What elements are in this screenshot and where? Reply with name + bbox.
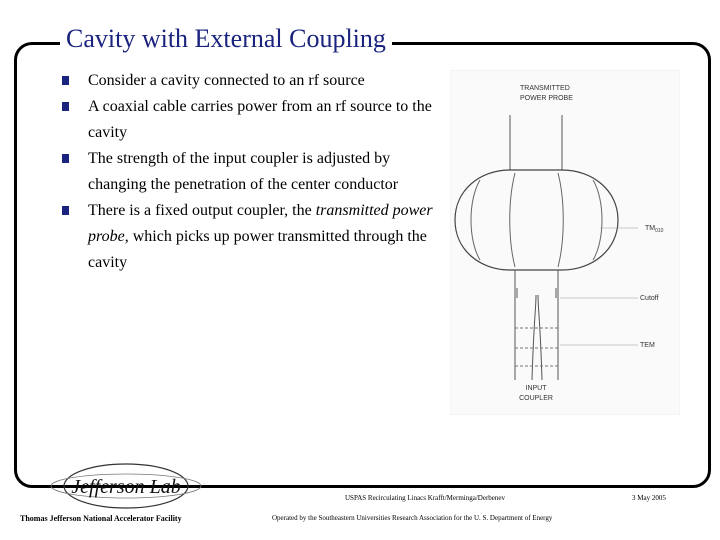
figure-background bbox=[450, 70, 680, 415]
bullet-text: A coaxial cable carries power from an rf source to the cavity bbox=[88, 98, 432, 141]
cavity-diagram bbox=[450, 70, 680, 415]
label-cutoff: Cutoff bbox=[640, 295, 659, 302]
bullet-square-icon bbox=[62, 154, 69, 163]
footer-organization: Thomas Jefferson National Accelerator Facility bbox=[20, 514, 182, 523]
footer-course: USPAS Recirculating Linacs Krafft/Merminga/Derbenev bbox=[345, 494, 505, 502]
footer-operated-by: Operated by the Southeastern Universities Research Association for the U. S. Department of Energy bbox=[272, 514, 553, 522]
jefferson-lab-logo-svg bbox=[36, 456, 216, 516]
bullet-text: The strength of the input coupler is adjusted by changing the penetration of the center conductor bbox=[88, 150, 399, 193]
bullet-text: Consider a cavity connected to an rf source bbox=[88, 72, 365, 89]
label-input-1: INPUT bbox=[525, 385, 547, 392]
label-mode-main: TM bbox=[645, 225, 656, 232]
bullet-item bbox=[62, 198, 442, 276]
jefferson-lab-logo bbox=[36, 456, 216, 516]
cavity-diagram-svg bbox=[450, 70, 680, 415]
bullet-item bbox=[62, 94, 442, 146]
bullet-square-icon bbox=[62, 206, 69, 215]
label-probe-1: TRANSMITTED bbox=[520, 85, 570, 92]
bullet-text: There is a fixed output coupler, the bbox=[88, 202, 316, 219]
bullet-list bbox=[62, 68, 442, 276]
bullet-item bbox=[62, 68, 442, 94]
bullet-item bbox=[62, 146, 442, 198]
label-probe-2: POWER PROBE bbox=[520, 95, 573, 102]
logo-text: Jefferson Lab bbox=[71, 476, 181, 498]
bullet-square-icon bbox=[62, 76, 69, 85]
footer-date: 3 May 2005 bbox=[632, 494, 666, 502]
bullet-text: , which picks up power transmitted through the cavity bbox=[88, 228, 427, 271]
slide-title: Cavity with External Coupling bbox=[60, 24, 392, 54]
label-mode-sub: 010 bbox=[655, 228, 664, 234]
bullet-text: transmitted power probe bbox=[88, 202, 433, 245]
label-tem: TEM bbox=[640, 342, 655, 349]
bullet-square-icon bbox=[62, 102, 69, 111]
label-input-2: COUPLER bbox=[519, 395, 553, 402]
